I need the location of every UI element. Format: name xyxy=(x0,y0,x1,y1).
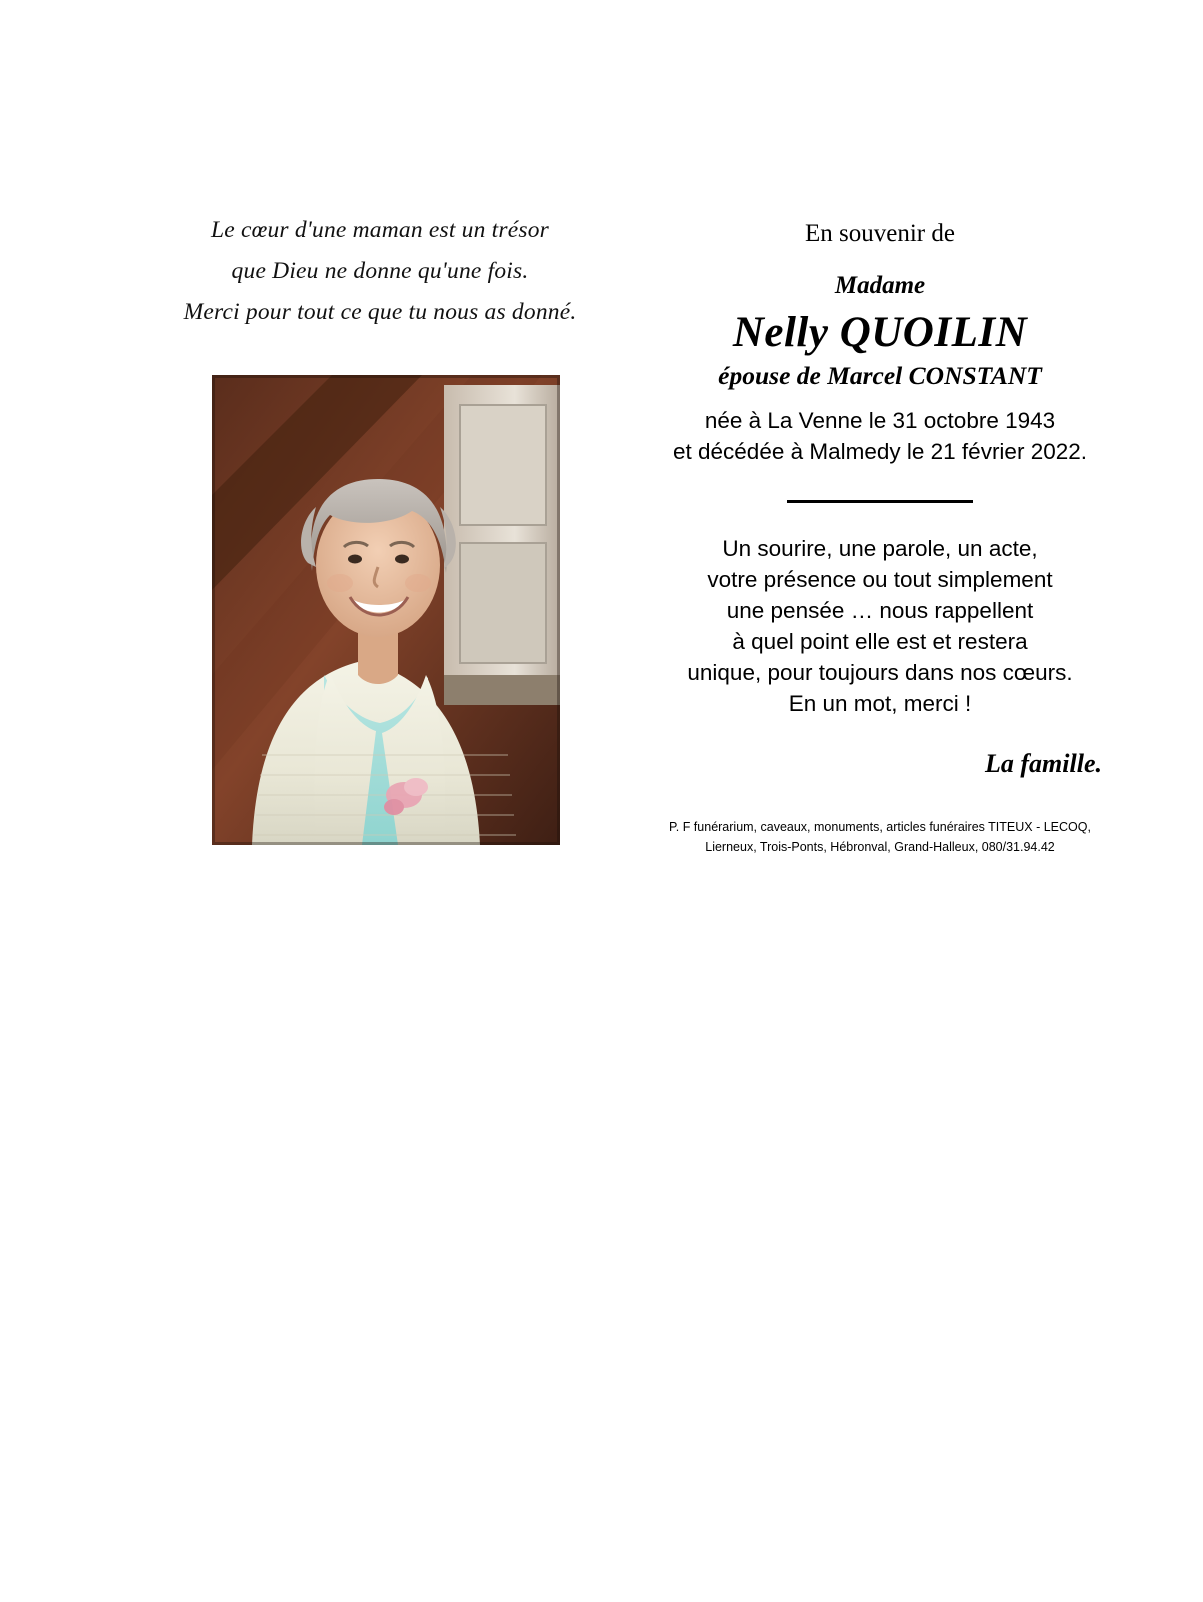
poem-line-1: Le cœur d'une maman est un trésor xyxy=(211,217,549,243)
poem-line-3: Merci pour tout ce que tu nous as donné. xyxy=(183,299,577,325)
poem-block xyxy=(150,210,610,333)
deceased-name: Nelly QUOILIN xyxy=(732,309,1028,356)
message-line-1: Un sourire, une parole, un acte, xyxy=(722,536,1038,561)
funeral-home-footer xyxy=(640,817,1120,857)
footer-line-2: Lierneux, Trois-Ponts, Hébronval, Grand-Halleux, 080/31.94.42 xyxy=(705,840,1055,854)
spouse-line: épouse de Marcel CONSTANT xyxy=(718,361,1042,390)
left-panel xyxy=(150,210,610,333)
poem-line-2: que Dieu ne donne qu'une fois. xyxy=(231,258,529,284)
honorific: Madame xyxy=(834,272,926,299)
memorial-message xyxy=(640,533,1120,719)
message-line-6: En un mot, merci ! xyxy=(788,691,972,716)
portrait-photo xyxy=(212,375,560,845)
message-line-4: à quel point elle est et restera xyxy=(732,629,1028,654)
in-memory-label: En souvenir de xyxy=(805,220,955,247)
death-line: et décédée à Malmedy le 21 février 2022. xyxy=(673,439,1087,464)
birth-line: née à La Venne le 31 octobre 1943 xyxy=(704,408,1056,433)
message-line-2: votre présence ou tout simplement xyxy=(707,567,1053,592)
portrait-image xyxy=(212,375,560,845)
message-line-3: une pensée … nous rappellent xyxy=(726,598,1034,623)
footer-line-1: P. F funérarium, caveaux, monuments, articles funéraires TITEUX - LECOQ, xyxy=(669,820,1091,834)
right-panel xyxy=(640,218,1120,857)
signature: La famille. xyxy=(985,749,1102,778)
divider-rule xyxy=(787,500,973,503)
message-line-5: unique, pour toujours dans nos cœurs. xyxy=(687,660,1073,685)
